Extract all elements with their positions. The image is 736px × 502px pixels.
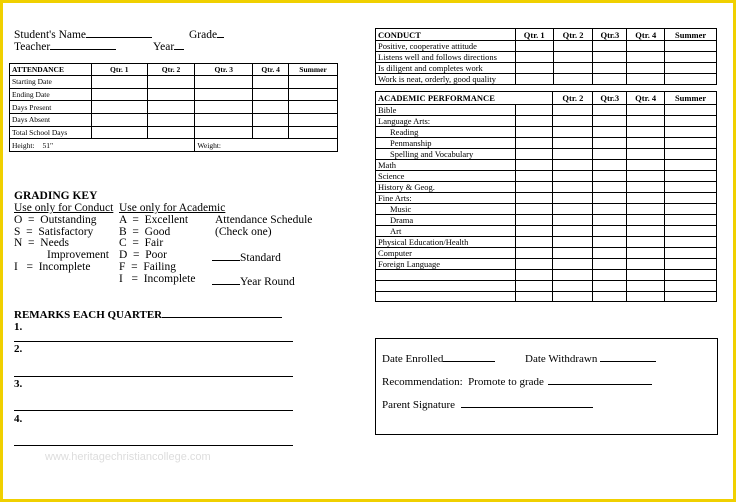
conduct-cell[interactable] — [665, 52, 717, 63]
academic-cell[interactable] — [593, 105, 627, 116]
attendance-row-label: Days Present — [10, 101, 92, 114]
attendance-cell[interactable] — [195, 76, 253, 89]
remarks-title: REMARKS EACH QUARTER — [14, 307, 282, 321]
key-improvement: Improvement — [47, 249, 109, 261]
academic-cell[interactable] — [553, 215, 593, 226]
academic-row-label: Drama — [376, 215, 516, 226]
conduct-cell[interactable] — [665, 63, 717, 74]
conduct-header-0: CONDUCT — [376, 29, 516, 41]
conduct-row — [376, 63, 717, 74]
academic-row-label — [376, 280, 516, 291]
academic-cell[interactable] — [627, 160, 665, 171]
attendance-header-row — [10, 64, 338, 76]
attendance-cell[interactable] — [289, 88, 338, 101]
recommendation-field[interactable] — [382, 373, 652, 388]
attendance-header-3: Qtr. 3 — [195, 64, 253, 76]
academic-cell[interactable] — [553, 237, 593, 248]
conduct-cell[interactable] — [515, 74, 553, 85]
academic-cell[interactable] — [593, 138, 627, 149]
academic-cell[interactable] — [515, 248, 553, 259]
key-failing: F = Failing — [119, 261, 176, 273]
key-poor: D = Poor — [119, 249, 168, 261]
academic-row — [376, 116, 717, 127]
conduct-cell[interactable] — [665, 41, 717, 52]
academic-row-label: Foreign Language — [376, 259, 516, 270]
attendance-cell[interactable] — [195, 114, 253, 127]
academic-row-label — [376, 291, 516, 302]
academic-cell[interactable] — [593, 248, 627, 259]
attendance-header-5: Summer — [289, 64, 338, 76]
grade-field[interactable] — [189, 26, 224, 42]
date-enrolled-field[interactable] — [382, 350, 495, 365]
attendance-row-label: Starting Date — [10, 76, 92, 89]
recommendation-label: Recommendation: Promote to grade — [382, 376, 544, 388]
conduct-key-heading: Use only for Conduct — [14, 202, 114, 214]
height-cell[interactable] — [10, 139, 195, 152]
conduct-cell[interactable] — [515, 52, 553, 63]
academic-cell[interactable] — [627, 193, 665, 204]
attendance-cell[interactable] — [253, 88, 289, 101]
academic-cell[interactable] — [593, 280, 627, 291]
academic-cell[interactable] — [515, 237, 553, 248]
conduct-cell[interactable] — [553, 63, 593, 74]
academic-cell[interactable] — [515, 127, 553, 138]
academic-row — [376, 182, 717, 193]
attendance-cell[interactable] — [91, 76, 147, 89]
attendance-cell[interactable] — [289, 126, 338, 139]
date-withdrawn-label: Date Withdrawn — [525, 353, 598, 365]
academic-cell[interactable] — [553, 149, 593, 160]
academic-cell[interactable] — [515, 291, 553, 302]
watermark-text: www.heritagechristiancollege.com — [45, 451, 211, 463]
standard-check-line[interactable] — [212, 249, 240, 261]
conduct-row-label: Positive, cooperative attitude — [376, 41, 516, 52]
standard-label: Standard — [240, 252, 281, 264]
academic-cell[interactable] — [593, 270, 627, 281]
academic-row-label: Art — [376, 226, 516, 237]
parent-signature-line[interactable] — [461, 396, 593, 408]
academic-row — [376, 204, 717, 215]
academic-row — [376, 226, 717, 237]
conduct-cell[interactable] — [593, 41, 627, 52]
academic-cell[interactable] — [627, 291, 665, 302]
academic-cell[interactable] — [593, 127, 627, 138]
key-excellent: A = Excellent — [119, 214, 189, 226]
academic-cell[interactable] — [627, 182, 665, 193]
academic-cell[interactable] — [627, 149, 665, 160]
academic-cell[interactable] — [665, 182, 717, 193]
attendance-cell[interactable] — [147, 126, 195, 139]
academic-cell[interactable] — [665, 160, 717, 171]
academic-cell[interactable] — [593, 160, 627, 171]
academic-cell[interactable] — [665, 149, 717, 160]
academic-cell[interactable] — [553, 259, 593, 270]
weight-label: Weight: — [197, 140, 221, 150]
academic-row — [376, 160, 717, 171]
key-needs: N = Needs — [14, 237, 70, 249]
academic-row-label: Music — [376, 204, 516, 215]
key-incomplete-academic: I = Incomplete — [119, 273, 196, 285]
academic-row-label: Bible — [376, 105, 516, 116]
conduct-header-4: Qtr. 4 — [627, 29, 665, 41]
conduct-header-2: Qtr. 2 — [553, 29, 593, 41]
academic-row-label: History & Geog. — [376, 182, 516, 193]
attendance-row — [10, 76, 338, 89]
conduct-table — [375, 28, 717, 85]
academic-cell[interactable] — [627, 270, 665, 281]
academic-row-label: Science — [376, 171, 516, 182]
academic-cell[interactable] — [665, 138, 717, 149]
academic-cell[interactable] — [593, 226, 627, 237]
academic-cell[interactable] — [665, 116, 717, 127]
academic-cell[interactable] — [665, 259, 717, 270]
conduct-header-1: Qtr. 1 — [515, 29, 553, 41]
student-name-label: Student's Name — [14, 29, 87, 41]
academic-cell[interactable] — [665, 193, 717, 204]
academic-cell[interactable] — [553, 160, 593, 171]
academic-cell[interactable] — [627, 226, 665, 237]
academic-cell[interactable] — [593, 149, 627, 160]
conduct-row — [376, 41, 717, 52]
teacher-label: Teacher — [14, 41, 51, 53]
academic-cell[interactable] — [593, 291, 627, 302]
remark-line-3[interactable] — [14, 410, 293, 411]
academic-cell[interactable] — [515, 138, 553, 149]
academic-cell[interactable] — [515, 204, 553, 215]
academic-cell[interactable] — [665, 127, 717, 138]
academic-cell[interactable] — [593, 204, 627, 215]
conduct-cell[interactable] — [593, 63, 627, 74]
year-round-check-line[interactable] — [212, 273, 240, 285]
attendance-row — [10, 126, 338, 139]
academic-cell[interactable] — [627, 280, 665, 291]
student-name-line[interactable] — [86, 26, 152, 38]
academic-cell[interactable] — [515, 105, 553, 116]
academic-row — [376, 259, 717, 270]
academic-cell[interactable] — [553, 138, 593, 149]
remarks-title-line — [162, 307, 282, 318]
schedule-year-round-option[interactable] — [212, 273, 295, 289]
conduct-cell[interactable] — [553, 74, 593, 85]
attendance-row-label: Total School Days — [10, 126, 92, 139]
academic-cell[interactable] — [627, 248, 665, 259]
academic-cell[interactable] — [515, 149, 553, 160]
academic-row — [376, 291, 717, 302]
academic-cell[interactable] — [593, 182, 627, 193]
attendance-row — [10, 101, 338, 114]
academic-row — [376, 215, 717, 226]
conduct-cell[interactable] — [627, 52, 665, 63]
attendance-cell[interactable] — [253, 126, 289, 139]
conduct-cell[interactable] — [627, 74, 665, 85]
academic-header-row — [376, 92, 717, 105]
academic-header-3: Qtr. 4 — [627, 92, 665, 105]
remark-line-4[interactable] — [14, 445, 293, 446]
remark-line-2[interactable] — [14, 376, 293, 377]
academic-cell[interactable] — [593, 171, 627, 182]
academic-row-label: Penmanship — [376, 138, 516, 149]
academic-cell[interactable] — [553, 270, 593, 281]
recommendation-line[interactable] — [548, 373, 652, 385]
remark-line-1[interactable] — [14, 341, 293, 342]
attendance-cell[interactable] — [253, 114, 289, 127]
academic-cell[interactable] — [553, 226, 593, 237]
attendance-header-1: Qtr. 1 — [91, 64, 147, 76]
attendance-cell[interactable] — [147, 101, 195, 114]
key-good: B = Good — [119, 226, 171, 238]
academic-cell[interactable] — [553, 280, 593, 291]
attendance-cell[interactable] — [91, 114, 147, 127]
academic-cell[interactable] — [627, 215, 665, 226]
academic-header-4: Summer — [665, 92, 717, 105]
academic-cell[interactable] — [515, 171, 553, 182]
academic-cell[interactable] — [627, 127, 665, 138]
academic-row — [376, 171, 717, 182]
academic-row — [376, 138, 717, 149]
attendance-cell[interactable] — [195, 88, 253, 101]
academic-cell[interactable] — [515, 280, 553, 291]
attendance-row-label: Days Absent — [10, 114, 92, 127]
key-fair: C = Fair — [119, 237, 164, 249]
academic-key-heading: Use only for Academic — [119, 202, 226, 214]
schedule-standard-option[interactable] — [212, 249, 281, 265]
academic-cell[interactable] — [665, 105, 717, 116]
attendance-cell[interactable] — [147, 88, 195, 101]
conduct-header-3: Qtr.3 — [593, 29, 627, 41]
remark-number-4: 4. — [14, 413, 23, 425]
academic-cell[interactable] — [553, 204, 593, 215]
academic-row — [376, 280, 717, 291]
year-round-label: Year Round — [240, 276, 295, 288]
academic-cell[interactable] — [593, 116, 627, 127]
conduct-cell[interactable] — [515, 41, 553, 52]
academic-cell[interactable] — [665, 204, 717, 215]
teacher-field[interactable] — [14, 38, 116, 54]
weight-cell[interactable] — [195, 139, 338, 152]
academic-cell[interactable] — [515, 215, 553, 226]
conduct-row-label: Is diligent and completes work — [376, 63, 516, 74]
academic-cell[interactable] — [665, 270, 717, 281]
academic-cell[interactable] — [665, 226, 717, 237]
height-label: Height: — [12, 140, 35, 150]
conduct-cell[interactable] — [593, 52, 627, 63]
attendance-cell[interactable] — [289, 76, 338, 89]
academic-row — [376, 193, 717, 204]
academic-cell[interactable] — [593, 215, 627, 226]
remark-number-2: 2. — [14, 343, 23, 355]
academic-cell[interactable] — [627, 171, 665, 182]
academic-cell[interactable] — [553, 171, 593, 182]
conduct-cell[interactable] — [553, 41, 593, 52]
date-withdrawn-line[interactable] — [600, 350, 656, 362]
academic-row-label: Fine Arts: — [376, 193, 516, 204]
attendance-cell[interactable] — [289, 101, 338, 114]
academic-cell[interactable] — [553, 105, 593, 116]
attendance-cell[interactable] — [195, 126, 253, 139]
attendance-cell[interactable] — [195, 101, 253, 114]
date-enrolled-line[interactable] — [443, 350, 495, 362]
conduct-cell[interactable] — [515, 63, 553, 74]
academic-row-label — [376, 270, 516, 281]
attendance-row — [10, 88, 338, 101]
conduct-cell[interactable] — [627, 41, 665, 52]
academic-cell[interactable] — [515, 259, 553, 270]
academic-cell[interactable] — [665, 171, 717, 182]
attendance-cell[interactable] — [91, 126, 147, 139]
academic-cell[interactable] — [553, 116, 593, 127]
academic-cell[interactable] — [665, 248, 717, 259]
date-withdrawn-field[interactable] — [525, 350, 656, 365]
academic-cell[interactable] — [553, 193, 593, 204]
attendance-header-2: Qtr. 2 — [147, 64, 195, 76]
attendance-cell[interactable] — [289, 114, 338, 127]
academic-row-label: Reading — [376, 127, 516, 138]
key-incomplete-conduct: I = Incomplete — [14, 261, 91, 273]
academic-row-label: Computer — [376, 248, 516, 259]
academic-cell[interactable] — [665, 291, 717, 302]
remark-number-3: 3. — [14, 378, 23, 390]
conduct-row-label: Work is neat, orderly, good quality — [376, 74, 516, 85]
attendance-row — [10, 114, 338, 127]
academic-cell[interactable] — [627, 204, 665, 215]
conduct-header-5: Summer — [665, 29, 717, 41]
remark-number-1: 1. — [14, 321, 23, 333]
grading-key-title: GRADING KEY — [14, 190, 98, 202]
conduct-row-label: Listens well and follows directions — [376, 52, 516, 63]
academic-cell[interactable] — [553, 182, 593, 193]
attendance-cell[interactable] — [147, 76, 195, 89]
year-line[interactable] — [174, 38, 184, 50]
academic-cell[interactable] — [665, 280, 717, 291]
key-satisfactory: S = Satisfactory — [14, 226, 94, 238]
attendance-cell[interactable] — [147, 114, 195, 127]
academic-row-label: Physical Education/Health — [376, 237, 516, 248]
academic-cell[interactable] — [627, 116, 665, 127]
attendance-header-4: Qtr. 4 — [253, 64, 289, 76]
attendance-cell[interactable] — [91, 101, 147, 114]
academic-cell[interactable] — [627, 138, 665, 149]
attendance-schedule-sub: (Check one) — [215, 226, 272, 238]
date-enrolled-label: Date Enrolled — [382, 353, 444, 365]
academic-row — [376, 248, 717, 259]
attendance-row-label: Ending Date — [10, 88, 92, 101]
academic-cell[interactable] — [515, 270, 553, 281]
conduct-cell[interactable] — [627, 63, 665, 74]
grade-label: Grade — [189, 29, 218, 41]
conduct-header-row — [376, 29, 717, 41]
academic-row-label: Spelling and Vocabulary — [376, 149, 516, 160]
academic-row-label: Language Arts: — [376, 116, 516, 127]
grade-line[interactable] — [217, 26, 224, 38]
attendance-measure-row — [10, 139, 338, 152]
academic-cell[interactable] — [515, 116, 553, 127]
teacher-line[interactable] — [50, 38, 116, 50]
academic-header-0: ACADEMIC PERFORMANCE — [376, 92, 553, 105]
academic-cell[interactable] — [627, 237, 665, 248]
attendance-cell[interactable] — [253, 76, 289, 89]
academic-row — [376, 127, 717, 138]
conduct-cell[interactable] — [593, 74, 627, 85]
academic-cell[interactable] — [665, 215, 717, 226]
academic-cell[interactable] — [515, 226, 553, 237]
academic-cell[interactable] — [593, 193, 627, 204]
academic-cell[interactable] — [593, 237, 627, 248]
attendance-cell[interactable] — [91, 88, 147, 101]
attendance-table — [9, 63, 338, 152]
academic-cell[interactable] — [515, 160, 553, 171]
year-label: Year — [153, 41, 175, 53]
academic-cell[interactable] — [665, 237, 717, 248]
height-value: 51" — [42, 140, 54, 150]
academic-row — [376, 149, 717, 160]
academic-cell[interactable] — [593, 259, 627, 270]
conduct-row — [376, 52, 717, 63]
parent-signature-field[interactable] — [382, 396, 593, 411]
key-outstanding: O = Outstanding — [14, 214, 97, 226]
attendance-cell[interactable] — [253, 101, 289, 114]
academic-cell[interactable] — [515, 193, 553, 204]
academic-cell[interactable] — [627, 259, 665, 270]
conduct-cell[interactable] — [665, 74, 717, 85]
academic-row-label: Math — [376, 160, 516, 171]
academic-cell[interactable] — [515, 182, 553, 193]
academic-header-1: Qtr. 2 — [553, 92, 593, 105]
academic-cell[interactable] — [553, 291, 593, 302]
attendance-header-0: ATTENDANCE — [10, 64, 92, 76]
attendance-schedule-title: Attendance Schedule — [215, 214, 313, 226]
academic-table — [375, 91, 717, 302]
parent-signature-label: Parent Signature — [382, 399, 456, 411]
conduct-row — [376, 74, 717, 85]
academic-cell[interactable] — [627, 105, 665, 116]
academic-cell[interactable] — [553, 248, 593, 259]
academic-row — [376, 237, 717, 248]
academic-cell[interactable] — [553, 127, 593, 138]
conduct-cell[interactable] — [553, 52, 593, 63]
academic-header-2: Qtr.3 — [593, 92, 627, 105]
year-field[interactable] — [153, 38, 184, 54]
academic-row — [376, 270, 717, 281]
academic-row — [376, 105, 717, 116]
